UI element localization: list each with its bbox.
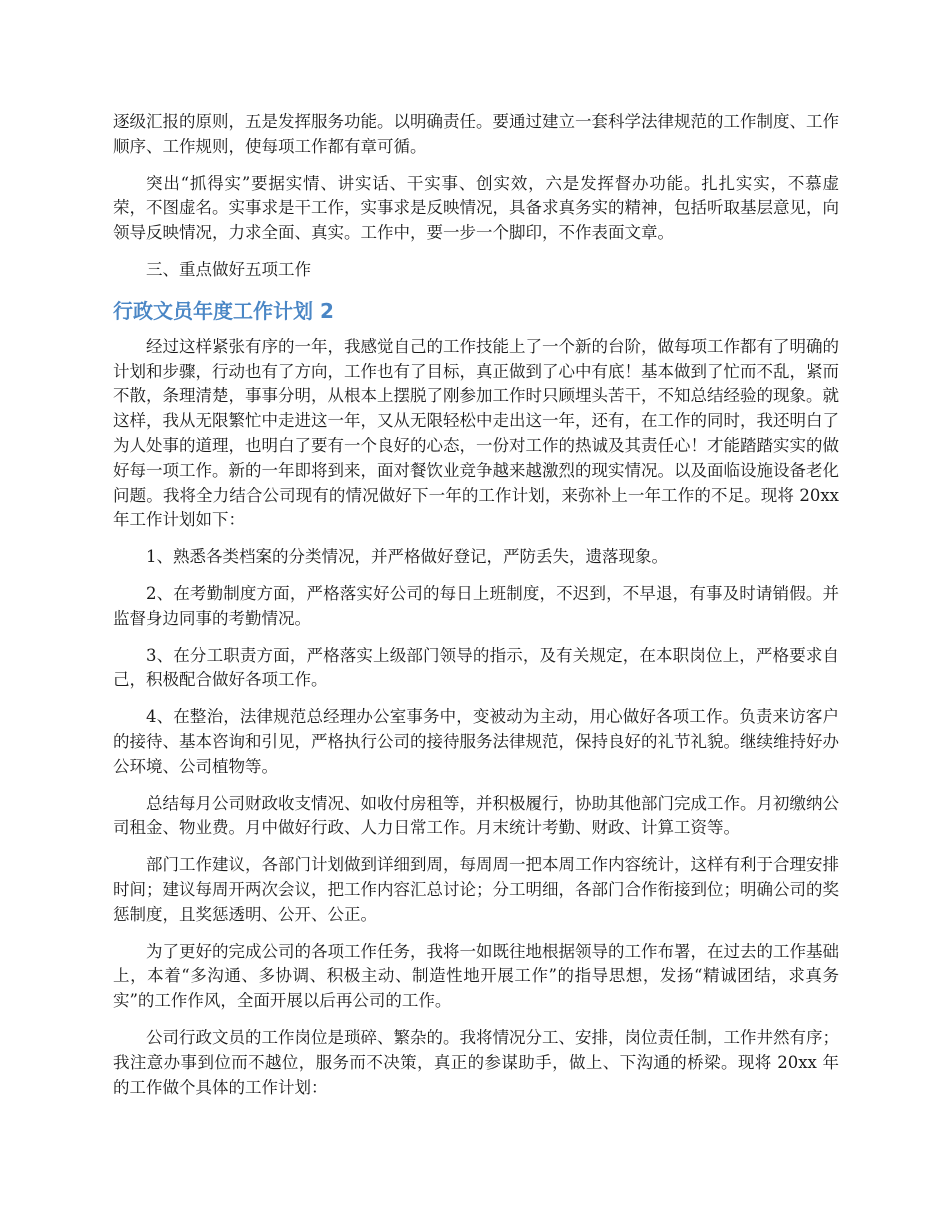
paragraph-grasp-reality: 突出“抓得实”要据实情、讲实话、干实事、创实效，六是发挥督办功能。扎扎实实，不慕虚荣，不图虚名。实事求是干工作，实事求是反映情况，具备求真务实的精神，包括听取基层意见，向领导反映情况，力求全面、真实。工作中，要一步一个脚印，不作表面文章。 <box>113 173 839 243</box>
paragraph-work-guidance: 为了更好的完成公司的各项工作任务，我将一如既往地根据领导的工作布署，在过去的工作基础上，本着“多沟通、多协调、积极主动、制造性地开展工作”的指导思想，发扬“精诚团结，求真务实”的工作作风，全面开展以后再公司的工作。 <box>113 941 839 1011</box>
document-page <box>113 110 839 1112</box>
paragraph-clerk-role: 公司行政文员的工作岗位是琐碎、繁杂的。我将情况分工、安排，岗位责任制，工作井然有序；我注意办事到位而不越位，服务而不决策，真正的参谋助手，做上、下沟通的桥梁。现将 20xx 年的工作做个具体的工作计划： <box>113 1027 839 1097</box>
paragraph-item-1: 1、熟悉各类档案的分类情况，并严格做好登记，严防丢失，遗落现象。 <box>146 547 668 567</box>
paragraph-reporting-principle: 逐级汇报的原则，五是发挥服务功能。以明确责任。要通过建立一套科学法律规范的工作制度、工作顺序、工作规则，使每项工作都有章可循。 <box>113 112 839 156</box>
paragraph-item-3: 3、在分工职责方面，严格落实上级部门领导的指示，及有关规定，在本职岗位上，严格要求自己，积极配合做好各项工作。 <box>113 645 839 690</box>
paragraph-monthly-finance: 总结每月公司财政收支情况、如收付房租等，并积极履行，协助其他部门完成工作。月初缴纳公司租金、物业费。月中做好行政、人力日常工作。月末统计考勤、财政、计算工资等。 <box>113 793 839 838</box>
paragraph-item-4: 4、在整治，法律规范总经理办公室事务中，变被动为主动，用心做好各项工作。负责来访客户的接待、基本咨询和引见，严格执行公司的接待服务法律规范，保持良好的礼节礼貌。继续维持好办公环境、公司植物等。 <box>113 707 839 776</box>
section-heading: 行政文员年度工作计划 2 <box>113 298 334 323</box>
paragraph-department-suggestions: 部门工作建议，各部门计划做到详细到周，每周周一把本周工作内容统计，这样有利于合理安排时间；建议每周开两次会议，把工作内容汇总讨论；分工明细，各部门合作衔接到位；明确公司的奖惩制度，且奖惩透明、公开、公正。 <box>113 855 839 924</box>
paragraph-item-2: 2、在考勤制度方面，严格落实好公司的每日上班制度，不迟到，不早退，有事及时请销假。并监督身边同事的考勤情况。 <box>113 583 839 628</box>
paragraph-year-summary: 经过这样紧张有序的一年，我感觉自己的工作技能上了一个新的台阶，做每项工作都有了明确的计划和步骤，行动也有了方向，工作也有了目标，真正做到了心中有底！基本做到了忙而不乱，紧而不散，条理清楚，事事分明，从根本上摆脱了刚参加工作时只顾埋头苦干，不知总结经验的现象。就这样，我从无限繁忙中走进这一年，又从无限轻松中走出这一年，还有，在工作的同时，我还明白了为人处事的道理，也明白了要有一个良好的心态，一份对工作的热诚及其责任心！才能踏踏实实的做好每一项工作。新的一年即将到来，面对餐饮业竞争越来越激烈的现实情况。以及面临设施设备老化问题。我将全力结合公司现有的情况做好下一年的工作计划，来弥补上一年工作的不足。现将 20xx 年工作计划如下： <box>113 336 839 530</box>
paragraph-five-tasks: 三、重点做好五项工作 <box>146 259 311 279</box>
